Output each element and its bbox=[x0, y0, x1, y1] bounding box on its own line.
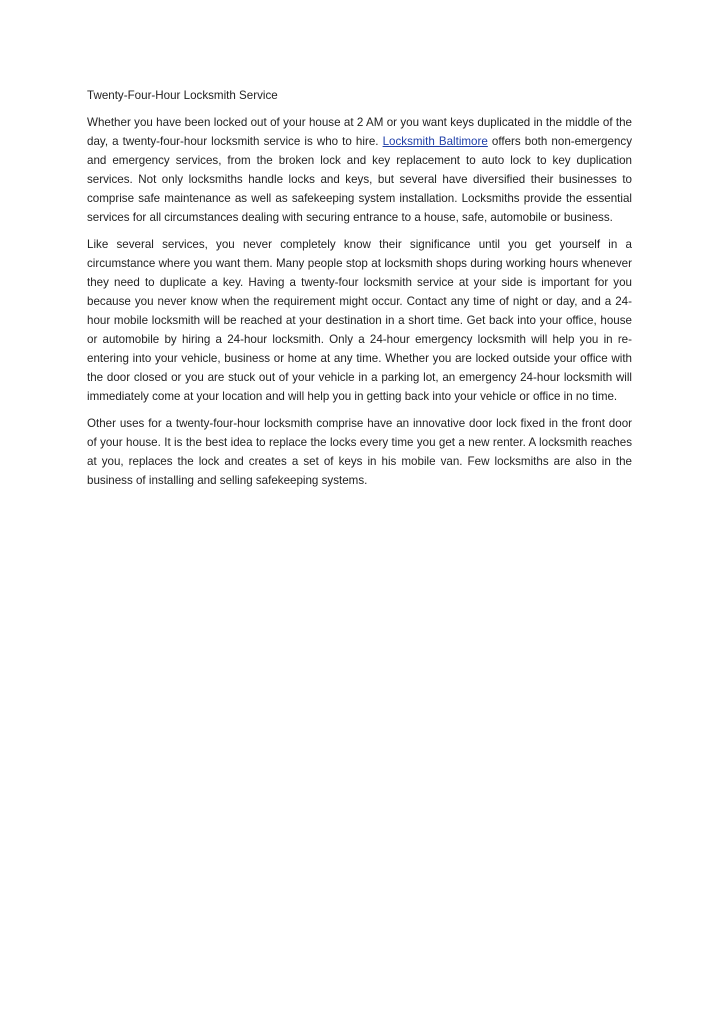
paragraph-1 bbox=[87, 113, 632, 227]
document-body bbox=[87, 86, 632, 498]
paragraph-1-text-before-link: Whether you have been locked out of your house at 2 AM or you want keys duplicated in the middle of the day, a twenty-four-hour locksmith service is who to hire. bbox=[87, 116, 632, 148]
document-title: Twenty-Four-Hour Locksmith Service bbox=[87, 89, 278, 102]
paragraph-2: Like several services, you never completely know their significance until you get yourself in a circumstance where you want them. Many people stop at locksmith shops during working hours whenever they need to duplicate a key. Having a twenty-four locksmith service at your side is important for you because you never know when the requirement might occur. Contact any time of night or day, and a 24-hour mobile locksmith will be reached at your destination in a short time. Get back into your office, house or automobile by hiring a 24-hour locksmith. Only a 24-hour emergency locksmith will help you in re-entering into your vehicle, business or home at any time. Whether you are locked outside your office with the door closed or you are stuck out of your vehicle in a parking lot, an emergency 24-hour locksmith will immediately come at your location and will help you in getting back into your vehicle or office in no time. bbox=[87, 238, 632, 403]
paragraph-1-text-after-link: offers both non-emergency and emergency services, from the broken lock and key replacement to auto lock to key duplication services. Not only locksmiths handle locks and keys, but several have diversified their businesses to comprise safe maintenance as well as safekeeping system installation. Locksmiths provide the essential services for all circumstances dealing with securing entrance to a house, safe, automobile or business. bbox=[87, 135, 632, 224]
locksmith-baltimore-link[interactable]: Locksmith Baltimore bbox=[382, 135, 488, 148]
paragraph-3: Other uses for a twenty-four-hour locksmith comprise have an innovative door lock fixed in the front door of your house. It is the best idea to replace the locks every time you get a new renter. A locksmith reaches at you, replaces the lock and creates a set of keys in his mobile van. Few locksmiths are also in the business of installing and selling safekeeping systems. bbox=[87, 417, 632, 487]
